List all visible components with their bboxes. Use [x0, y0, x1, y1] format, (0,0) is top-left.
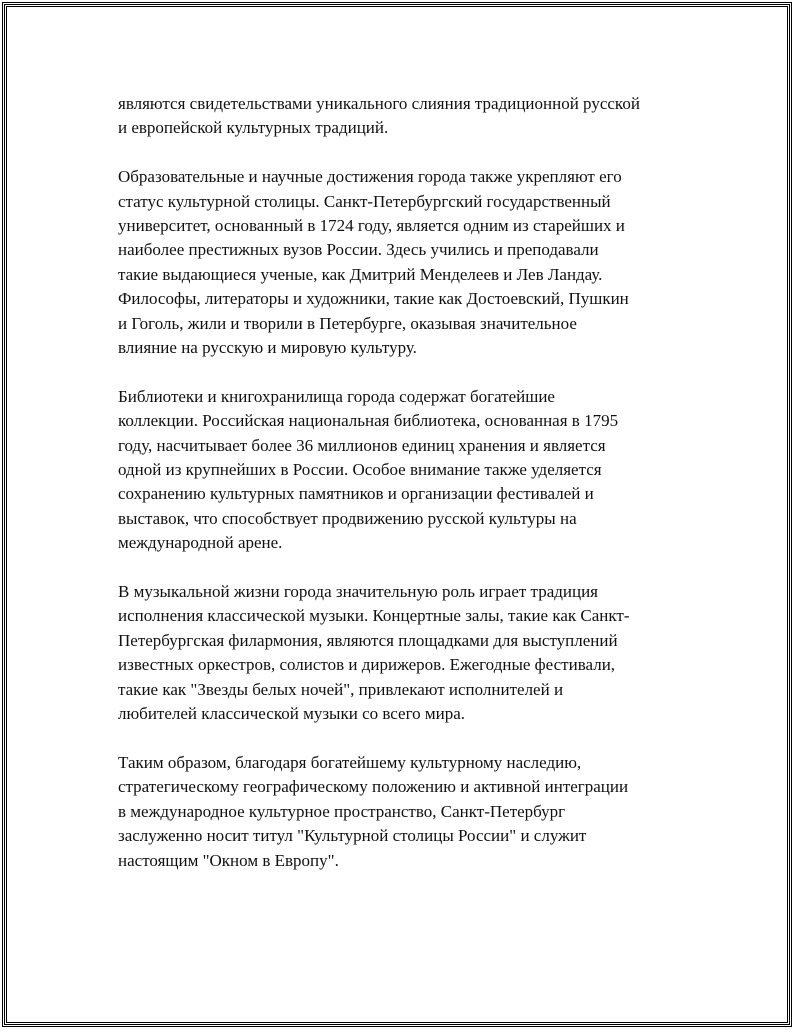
text-line: Философы, литераторы и художники, такие как Достоевский, Пушкин: [118, 289, 629, 309]
text-line: Библиотеки и книгохранилища города содержат богатейшие: [118, 386, 555, 406]
text-line: заслуженно носит титул "Культурной столицы России" и служит: [118, 826, 587, 846]
text-line: Таким образом, благодаря богатейшему культурному наследию,: [118, 752, 582, 772]
text-line: одной из крупнейших в России. Особое внимание также уделяется: [118, 460, 602, 480]
paragraph-4: [118, 580, 698, 726]
text-line: Петербургская филармония, являются площадками для выступлений: [118, 630, 618, 650]
text-line: международной арене.: [118, 533, 283, 553]
text-line: стратегическому географическому положению и активной интеграции: [118, 777, 629, 797]
text-line: статус культурной столицы. Санкт-Петербургский государственный: [118, 191, 611, 211]
text-line: влияние на русскую и мировую культуру.: [118, 338, 417, 358]
text-line: году, насчитывает более 36 миллионов единиц хранения и является: [118, 435, 606, 455]
text-line: университет, основанный в 1724 году, является одним из старейших и: [118, 216, 625, 236]
paragraph-1: [118, 92, 698, 141]
text-line: Образовательные и научные достижения города также укрепляют его: [118, 167, 622, 187]
text-line: и Гоголь, жили и творили в Петербурге, оказывая значительное: [118, 313, 577, 333]
text-line: В музыкальной жизни города значительную роль играет традиция: [118, 582, 599, 602]
paragraph-2: [118, 165, 698, 360]
text-line: известных оркестров, солистов и дирижеров. Ежегодные фестивали,: [118, 655, 616, 675]
text-line: такие как "Звезды белых ночей", привлекают исполнителей и: [118, 679, 564, 699]
paragraph-5: [118, 751, 698, 873]
text-line: выставок, что способствует продвижению русской культуры на: [118, 508, 577, 528]
text-line: наиболее престижных вузов России. Здесь учились и преподавали: [118, 240, 599, 260]
document-body: [118, 92, 698, 897]
text-line: настоящим "Окном в Европу".: [118, 850, 339, 870]
text-line: и европейской культурных традиций.: [118, 118, 389, 138]
text-line: исполнения классической музыки. Концертные залы, такие как Санкт-: [118, 606, 630, 626]
text-line: любителей классической музыки со всего мира.: [118, 704, 466, 724]
text-line: являются свидетельствами уникального слияния традиционной русской: [118, 94, 640, 113]
text-line: такие выдающиеся ученые, как Дмитрий Менделеев и Лев Ландау.: [118, 264, 603, 284]
text-line: в международное культурное пространство, Санкт-Петербург: [118, 801, 566, 821]
text-line: сохранению культурных памятников и организации фестивалей и: [118, 484, 594, 504]
text-line: коллекции. Российская национальная библиотека, основанная в 1795: [118, 411, 619, 431]
paragraph-3: [118, 385, 698, 556]
